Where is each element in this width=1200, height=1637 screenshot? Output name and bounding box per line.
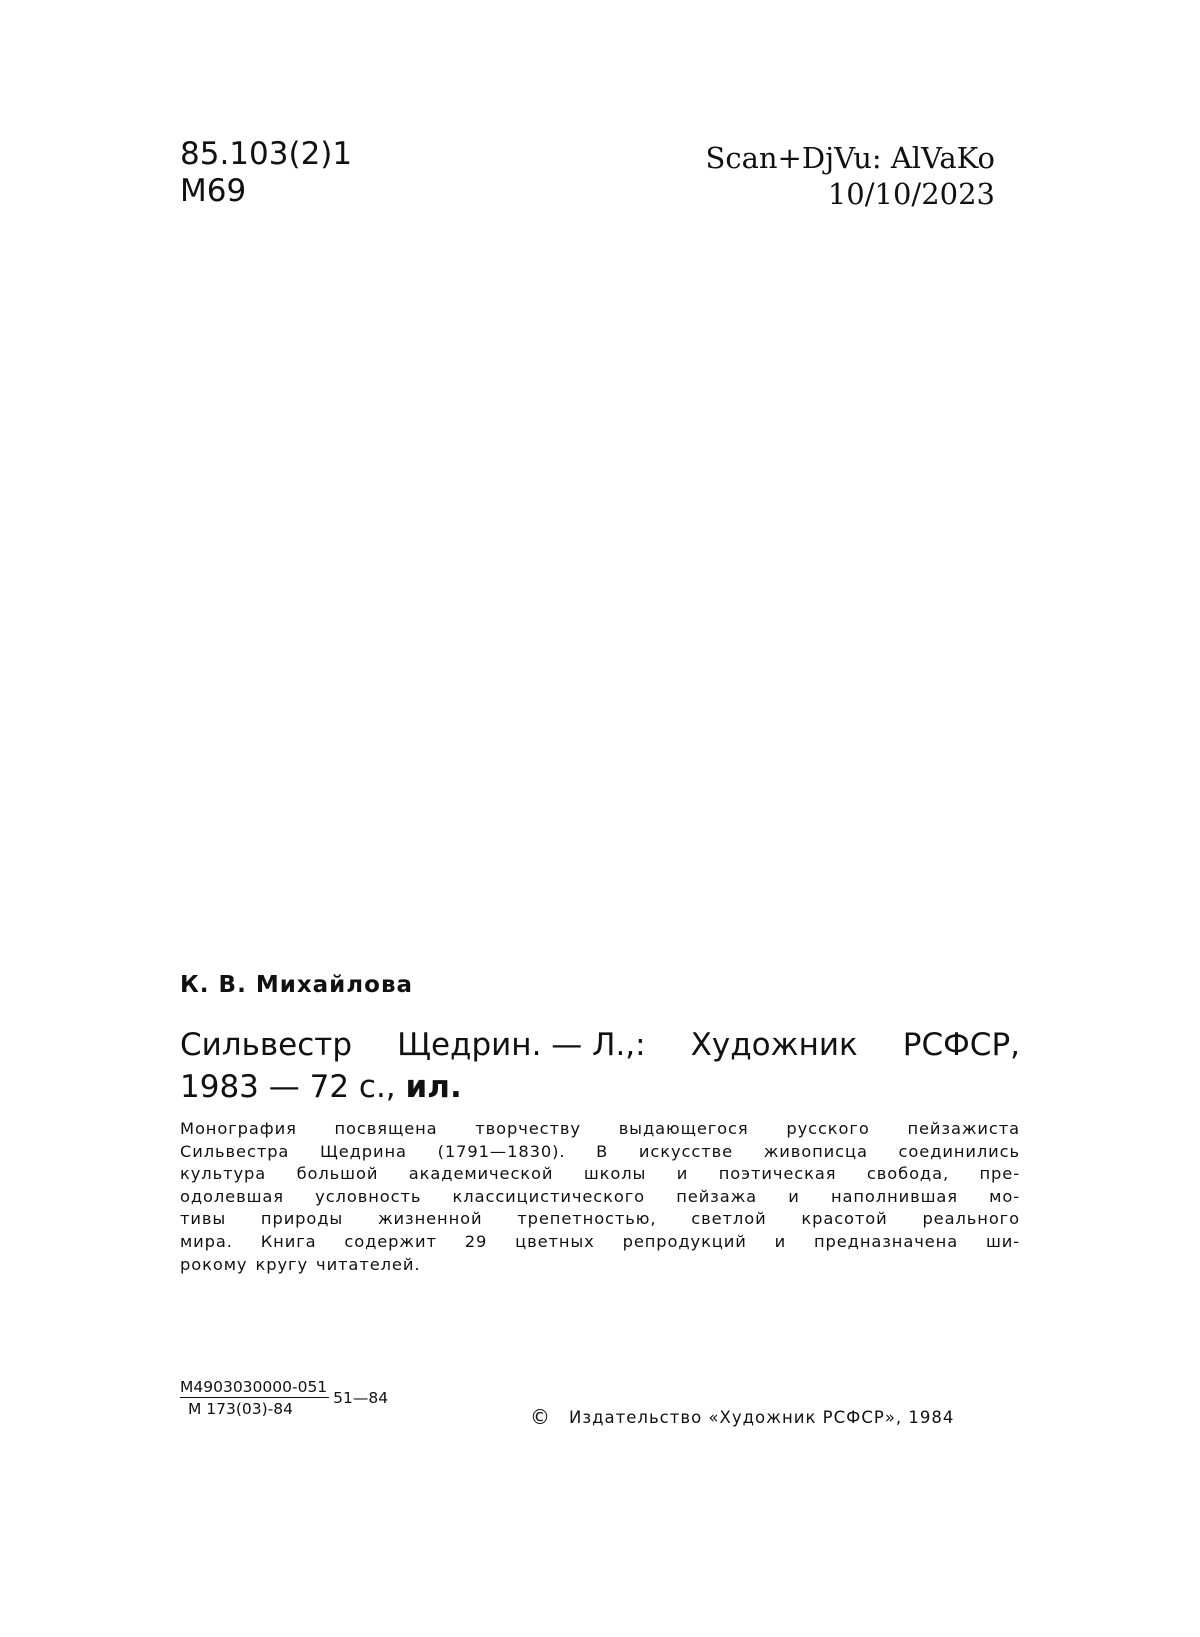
- annotation-line: тивы природы жизненной трепетностью, светлой красотой реального: [180, 1209, 1020, 1229]
- annotation-line: культура большой академической школы и поэтическая свобода, пре-: [180, 1164, 1020, 1184]
- title-word: Щедрин. — Л.,:: [397, 1027, 646, 1063]
- index-suffix: 51—84: [333, 1389, 389, 1407]
- title-word: Сильвестр: [180, 1027, 352, 1063]
- scan-date: 10/10/2023: [827, 177, 995, 211]
- annotation-paragraph: [180, 1118, 1020, 1276]
- classification-codes: [180, 136, 352, 210]
- annotation-line: одолевшая условность классицистического пейзажа и наполнившая мо-: [180, 1186, 1020, 1206]
- book-title-line-2: [180, 1066, 1020, 1108]
- copyright-icon: ©: [530, 1405, 551, 1429]
- annotation-line: Сильвестра Щедрина (1791—1830). В искусстве живописца соединились: [180, 1141, 1020, 1161]
- copyright-line: [530, 1405, 954, 1429]
- index-denominator: М 173(03)-84: [188, 1400, 294, 1418]
- book-title-line-1: [180, 1024, 1020, 1066]
- annotation-line: рокому кругу читателей.: [180, 1254, 421, 1274]
- title-word: ил.: [405, 1069, 462, 1105]
- title-word: РСФСР,: [902, 1027, 1020, 1063]
- publication-index-fraction: [180, 1378, 329, 1418]
- scan-credit-text: Scan+DjVu: AlVaKo: [705, 141, 995, 175]
- annotation-line: мира. Книга содержит 29 цветных репродукций и предназначена ши-: [180, 1231, 1020, 1251]
- classification-code: 85.103(2)1: [180, 136, 353, 172]
- scan-credit: [705, 140, 995, 212]
- author-mark: М69: [180, 173, 247, 209]
- book-title: [180, 1024, 1020, 1108]
- annotation-line: Монография посвящена творчеству выдающегося русского пейзажиста: [180, 1119, 1020, 1138]
- author-name: К. В. Михайлова: [180, 972, 414, 998]
- title-word: Художник: [690, 1027, 858, 1063]
- publication-index: [180, 1378, 388, 1418]
- index-numerator: М4903030000-051: [180, 1378, 328, 1396]
- copyright-text: Издательство «Художник РСФСР», 1984: [569, 1407, 955, 1427]
- title-word: 1983 — 72 с.,: [180, 1069, 396, 1105]
